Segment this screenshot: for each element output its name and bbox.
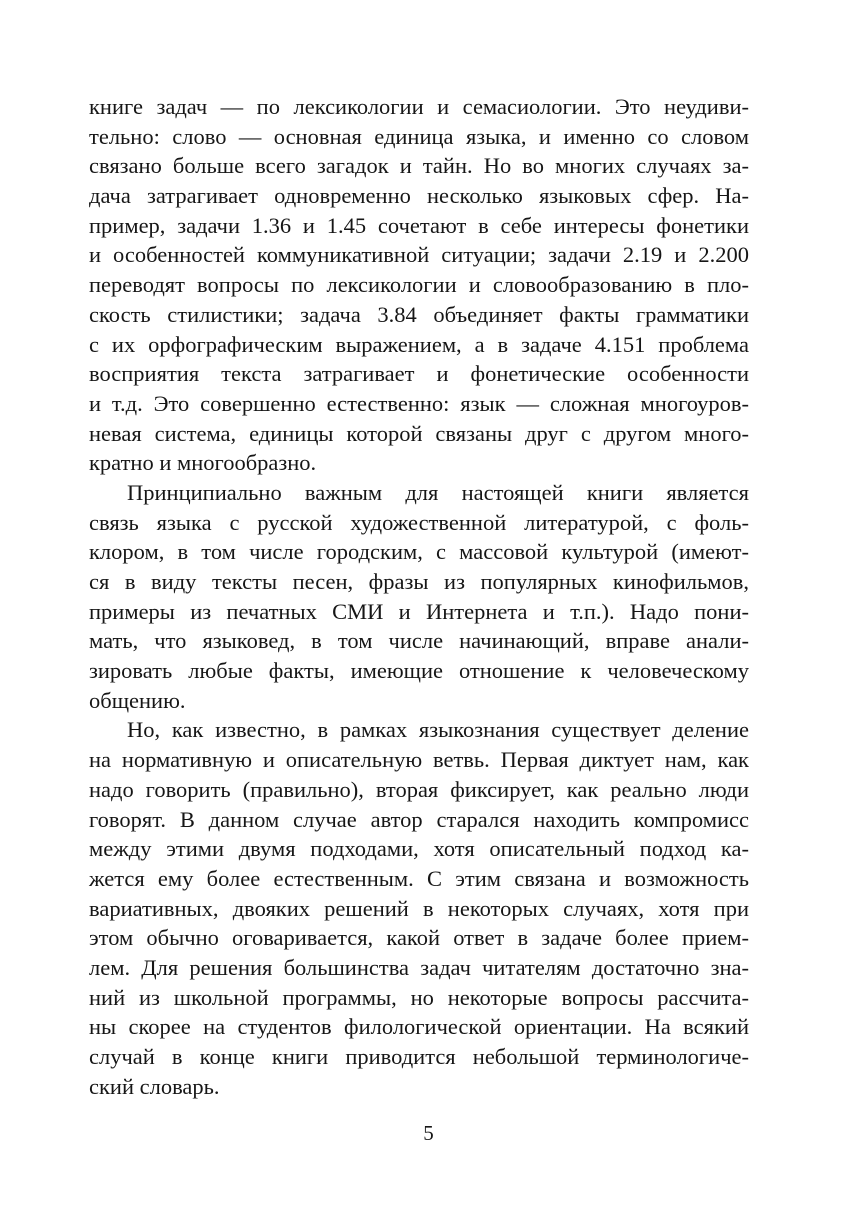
text-line: жется ему более естественным. С этим связана и возможность	[89, 865, 749, 891]
text-line: мать, что языковед, в том числе начинающий, вправе анали-	[89, 628, 749, 654]
text-line: и т.д. Это совершенно естественно: язык — сложная многоуров-	[89, 390, 749, 416]
text-line: этом обычно оговаривается, какой ответ в задаче более прием-	[89, 925, 749, 951]
text-line: с их орфографическим выражением, а в задаче 4.151 проблема	[89, 331, 749, 357]
text-line: связь языка с русской художественной литературой, с фоль-	[89, 509, 749, 535]
text-line: вариативных, двояких решений в некоторых случаях, хотя при	[89, 895, 749, 921]
text-line: ский словарь.	[89, 1073, 220, 1099]
text-line: лем. Для решения большинства задач читателям достаточно зна-	[89, 954, 749, 980]
text-line: дача затрагивает одновременно несколько языковых сфер. На-	[89, 183, 749, 209]
body-text	[89, 92, 749, 1101]
text-line: ся в виду тексты песен, фразы из популярных кинофильмов,	[89, 569, 749, 594]
text-line: говорят. В данном случае автор старался находить компромисс	[89, 806, 749, 832]
text-line: клором, в том числе городским, с массовой культурой (имеют-	[89, 539, 749, 565]
text-line: восприятия текста затрагивает и фонетические особенности	[89, 361, 749, 387]
text-line: на нормативную и описательную ветвь. Первая диктует нам, как	[89, 747, 749, 773]
text-line: кратно и многообразно.	[89, 450, 317, 476]
text-line: ны скорее на студентов филологической ориентации. На всякий	[89, 1014, 749, 1040]
text-line: невая система, единицы которой связаны друг с другом много-	[89, 420, 749, 446]
paragraph-2	[89, 478, 749, 716]
text-line: надо говорить (правильно), вторая фиксирует, как реально люди	[89, 776, 749, 802]
paragraph-1	[89, 92, 749, 478]
text-line: пример, задачи 1.36 и 1.45 сочетают в себе интересы фонетики	[89, 212, 749, 238]
text-line: примеры из печатных СМИ и Интернета и т.п.). Надо пони-	[89, 598, 749, 624]
text-line: общению.	[89, 687, 186, 713]
text-line: книге задач — по лексикологии и семасиологии. Это неудиви-	[89, 94, 749, 119]
text-line: Принципиально важным для настоящей книги является	[127, 479, 749, 505]
text-line: случай в конце книги приводится небольшой терминологиче-	[89, 1044, 749, 1069]
text-line: тельно: слово — основная единица языка, и именно со словом	[89, 123, 749, 149]
text-line: переводят вопросы по лексикологии и словообразованию в пло-	[89, 272, 749, 298]
text-line: скость стилистики; задача 3.84 объединяет факты грамматики	[89, 301, 749, 327]
text-line: связано больше всего загадок и тайн. Но во многих случаях за-	[89, 153, 749, 179]
text-line: зировать любые факты, имеющие отношение к человеческому	[89, 658, 749, 684]
text-line: между этими двумя подходами, хотя описательный подход ка-	[89, 836, 749, 862]
text-line: ний из школьной программы, но некоторые вопросы рассчита-	[89, 984, 749, 1010]
paragraph-3	[89, 715, 749, 1101]
text-line: Но, как известно, в рамках языкознания существует деление	[127, 717, 749, 743]
text-line: и особенностей коммуникативной ситуации; задачи 2.19 и 2.200	[89, 242, 749, 268]
page-number: 5	[423, 1121, 434, 1145]
